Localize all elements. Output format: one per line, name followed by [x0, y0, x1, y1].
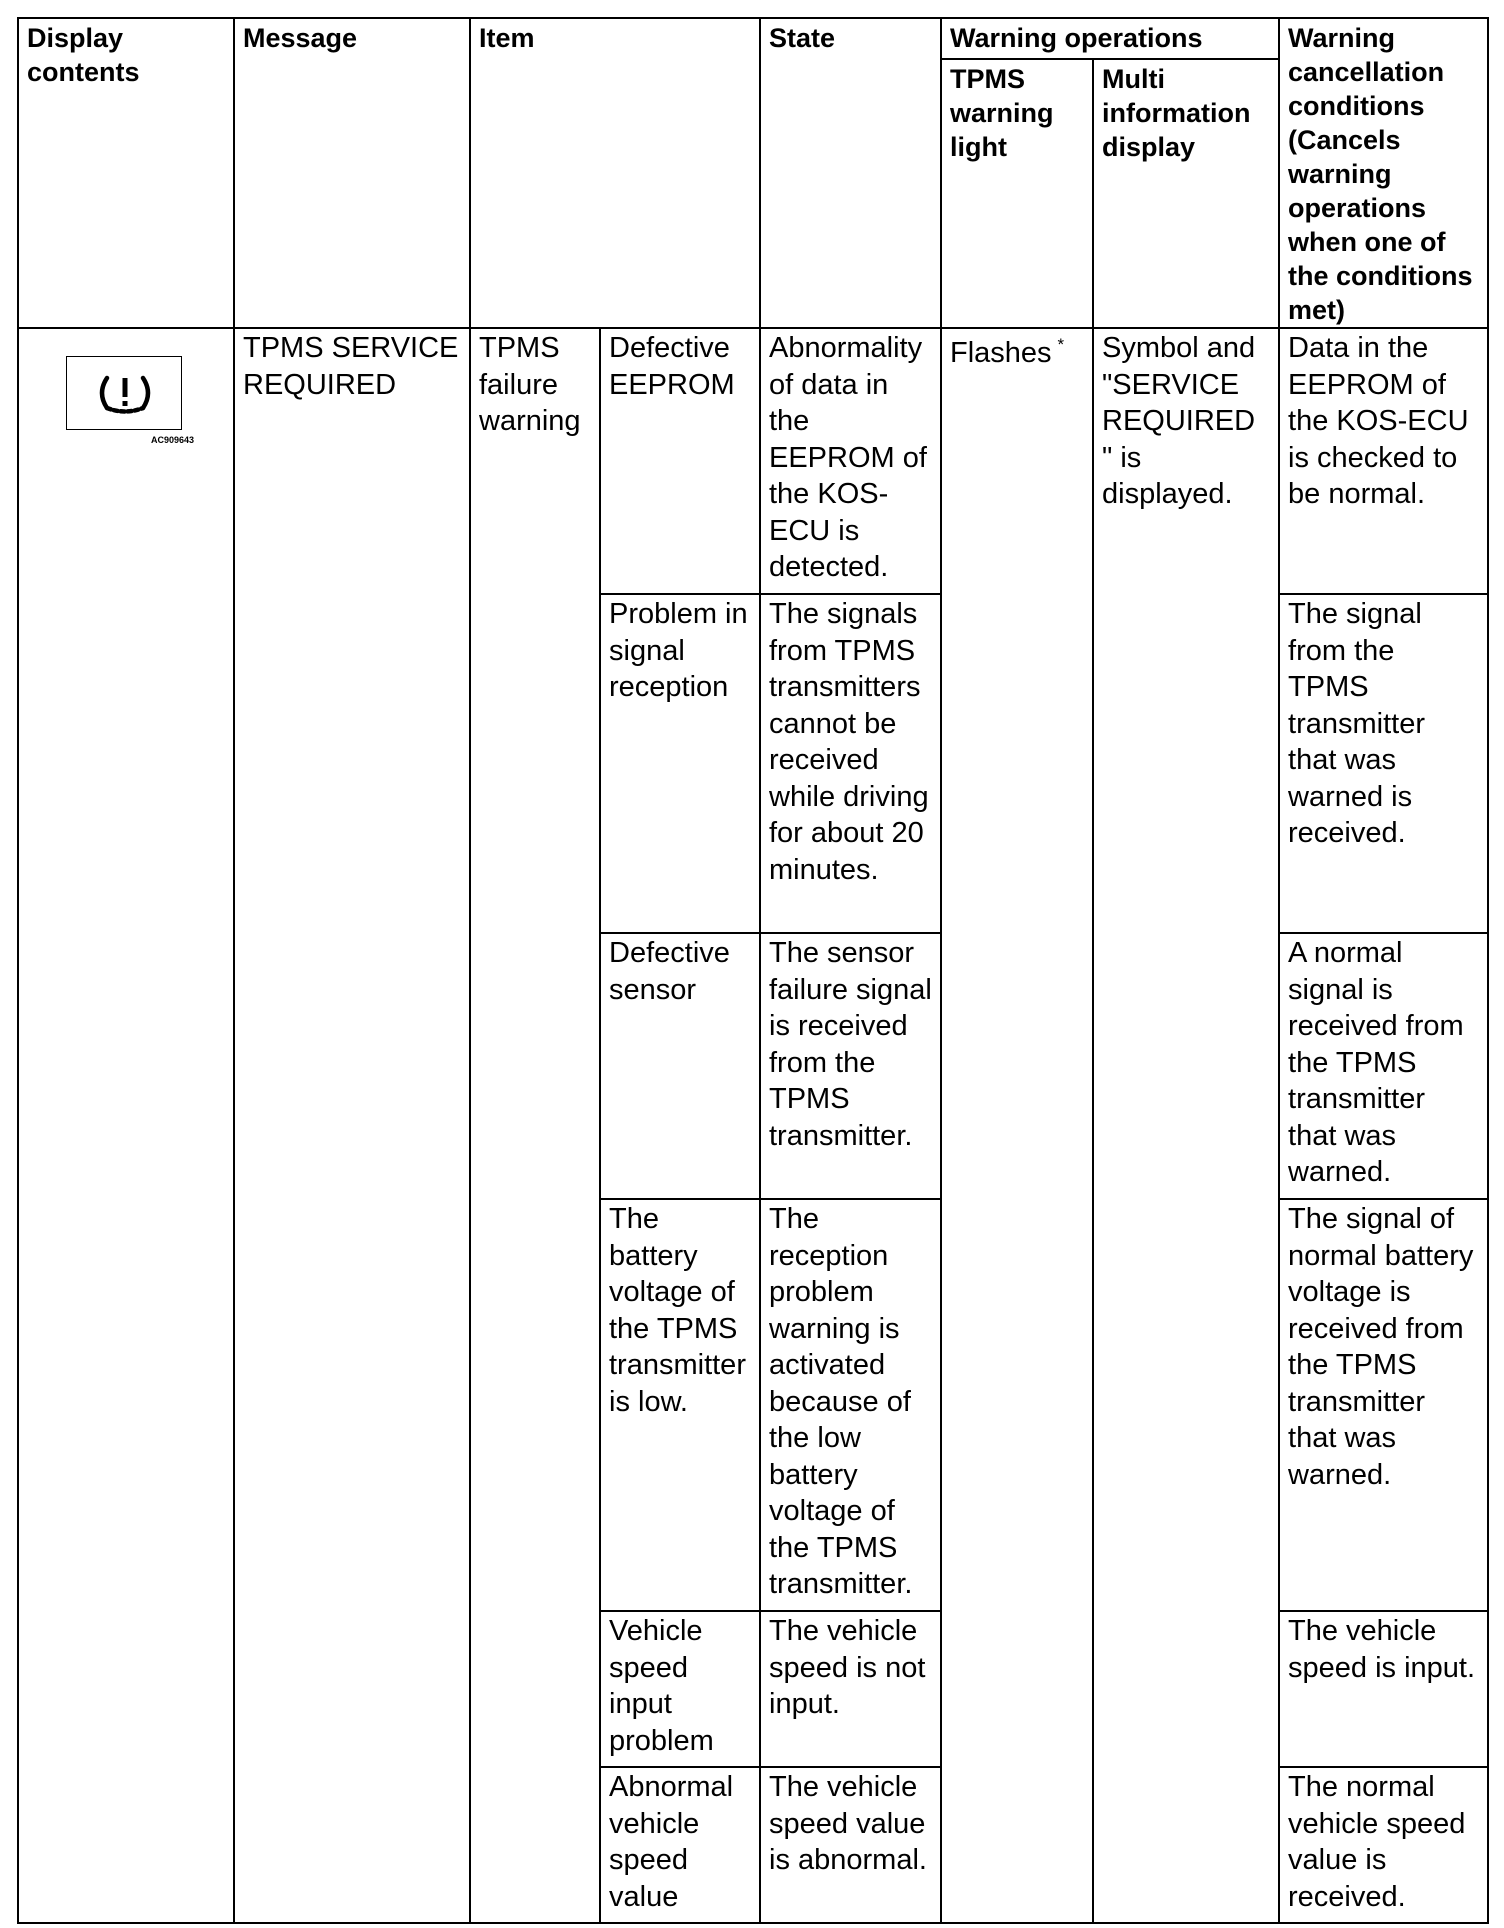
cancellation-defective-eeprom: Data in the EEPROM of the KOS-ECU is checked to be normal. — [1279, 328, 1488, 594]
state-defective-eeprom: Abnormality of data in the EEPROM of the KOS-ECU is detected. — [760, 328, 941, 594]
header-warning-cancellation: Warning cancellation conditions (Cancels warning operations when one of the conditions met) — [1279, 18, 1488, 328]
sub-item-speed-input: Vehicle speed input problem — [600, 1611, 760, 1767]
tpms-warning-table — [17, 17, 1489, 1924]
sub-item-abnormal-speed: Abnormal vehicle speed value — [600, 1767, 760, 1923]
header-state: State — [760, 18, 941, 328]
icon-code-label: AC909643 — [151, 435, 195, 445]
cancellation-speed-input: The vehicle speed is input. — [1279, 1611, 1488, 1767]
footnote-mark: * — [1057, 335, 1065, 354]
display-text-cell: Symbol and "SERVICE REQUIRED " is displayed. — [1093, 328, 1279, 1923]
sub-item-defective-sensor: Defective sensor — [600, 933, 760, 1199]
state-signal-reception: The signals from TPMS transmitters cannot be received while driving for about 20 minutes. — [760, 594, 941, 933]
cancellation-defective-sensor: A normal signal is received from the TPMS transmitter that was warned. — [1279, 933, 1488, 1199]
header-message: Message — [234, 18, 470, 328]
state-abnormal-speed: The vehicle speed value is abnormal. — [760, 1767, 941, 1923]
sub-item-signal-reception: Problem in signal reception — [600, 594, 760, 933]
cancellation-low-battery: The signal of normal battery voltage is received from the TPMS transmitter that was warned. — [1279, 1199, 1488, 1611]
display-contents-cell — [18, 328, 234, 1923]
state-speed-input: The vehicle speed is not input. — [760, 1611, 941, 1767]
sub-item-defective-eeprom: Defective EEPROM — [600, 328, 760, 594]
state-low-battery: The reception problem warning is activated because of the low battery voltage of the TPMS transmitter. — [760, 1199, 941, 1611]
item-cell: TPMS failure warning — [470, 328, 600, 1923]
header-display-contents: Display contents — [18, 18, 234, 328]
header-warning-operations: Warning operations — [941, 18, 1279, 59]
header-multi-information-display: Multi information display — [1093, 59, 1279, 328]
message-cell: TPMS SERVICE REQUIRED — [234, 328, 470, 1923]
header-tpms-warning-light: TPMS warning light — [941, 59, 1093, 328]
warning-light-cell — [941, 328, 1093, 1923]
header-item: Item — [470, 18, 760, 328]
tire-pressure-warning-icon — [66, 356, 182, 430]
sub-item-low-battery: The battery voltage of the TPMS transmitter is low. — [600, 1199, 760, 1611]
warning-light-text: Flashes — [950, 337, 1052, 369]
cancellation-signal-reception: The signal from the TPMS transmitter that was warned is received. — [1279, 594, 1488, 933]
state-defective-sensor: The sensor failure signal is received from the TPMS transmitter. — [760, 933, 941, 1199]
cancellation-abnormal-speed: The normal vehicle speed value is received. — [1279, 1767, 1488, 1923]
